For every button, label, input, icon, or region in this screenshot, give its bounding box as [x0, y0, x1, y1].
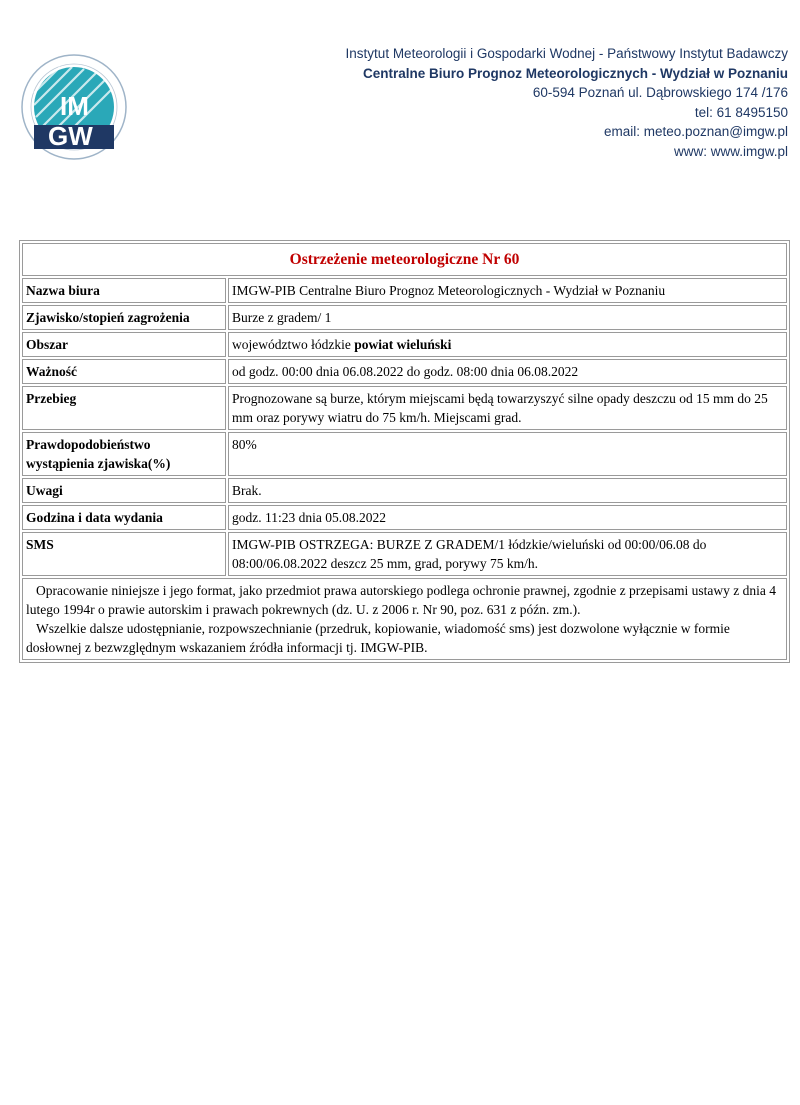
row-label: Przebieg — [22, 386, 226, 430]
row-sms — [22, 532, 787, 576]
row-value: 80% — [228, 432, 787, 476]
row-label: Uwagi — [22, 478, 226, 503]
row-validity — [22, 359, 787, 384]
svg-text:IM: IM — [60, 91, 89, 121]
distribution-paragraph: Wszelkie dalsze udostępnianie, rozpowszechnianie (przedruk, kopiowanie, wiadomość sms) jest dozwolone wyłącznie w formie dosłownej z bezwzględnym wskazaniem źródła informacji tj. IMGW-PIB. — [26, 621, 730, 655]
row-value — [228, 332, 787, 357]
website[interactable]: www: www.imgw.pl — [673, 143, 788, 159]
row-area — [22, 332, 787, 357]
row-label: Ważność — [22, 359, 226, 384]
row-value: IMGW-PIB OSTRZEGA: BURZE Z GRADEM/1 łódzkie/wieluński od 00:00/06.08 do 08:00/06.08.2022 deszcz 25 mm, grad, porywy 75 km/h. — [228, 532, 787, 576]
area-region: województwo łódzkie — [232, 337, 351, 352]
area-county: powiat wieluński — [354, 337, 452, 352]
svg-text:GW: GW — [48, 121, 93, 151]
row-label: Nazwa biura — [22, 278, 226, 303]
warning-title: Ostrzeżenie meteorologiczne Nr 60 — [22, 243, 787, 276]
phone: tel: 61 8495150 — [694, 104, 788, 120]
row-office — [22, 278, 787, 303]
row-issued — [22, 505, 787, 530]
row-label: Zjawisko/stopień zagrożenia — [22, 305, 226, 330]
email[interactable]: email: meteo.poznan@imgw.pl — [603, 124, 788, 140]
institute-name: Instytut Meteorologii i Gospodarki Wodnej - Państwowy Instytut Badawczy — [345, 46, 788, 61]
row-value: Brak. — [228, 478, 787, 503]
row-value: Prognozowane są burze, którym miejscami będą towarzyszyć silne opady deszczu od 15 mm do 25 mm oraz porywy wiatru do 75 km/h. Miejscami grad. — [228, 386, 787, 430]
row-label: Obszar — [22, 332, 226, 357]
row-remarks — [22, 478, 787, 503]
row-course — [22, 386, 787, 430]
row-probability — [22, 432, 787, 476]
address: 60-594 Poznań ul. Dąbrowskiego 174 /176 — [532, 85, 788, 101]
row-phenomenon — [22, 305, 787, 330]
warning-table — [19, 240, 790, 663]
imgw-logo — [20, 53, 128, 161]
row-label: SMS — [22, 532, 226, 576]
row-label: Prawdopodobieństwo wystąpienia zjawiska(%) — [22, 432, 226, 476]
row-value: godz. 11:23 dnia 05.08.2022 — [228, 505, 787, 530]
copyright-notice — [22, 578, 787, 660]
row-value: Burze z gradem/ 1 — [228, 305, 787, 330]
bureau-name: Centralne Biuro Prognoz Meteorologicznych - Wydział w Poznaniu — [362, 65, 788, 81]
copyright-paragraph: Opracowanie niniejsze i jego format, jako przedmiot prawa autorskiego podlega ochronie prawnej, zgodnie z przepisami ustawy z dnia 4 lutego 1994r o prawie autorskim i prawach pokrewnych (dz. U. z 2006 r. Nr 90, poz. 631 z późn. zm.). — [26, 583, 776, 617]
row-label: Godzina i data wydania — [22, 505, 226, 530]
institute-header — [268, 44, 788, 162]
row-value: IMGW-PIB Centralne Biuro Prognoz Meteorologicznych - Wydział w Poznaniu — [228, 278, 787, 303]
row-value: od godz. 00:00 dnia 06.08.2022 do godz. 08:00 dnia 06.08.2022 — [228, 359, 787, 384]
